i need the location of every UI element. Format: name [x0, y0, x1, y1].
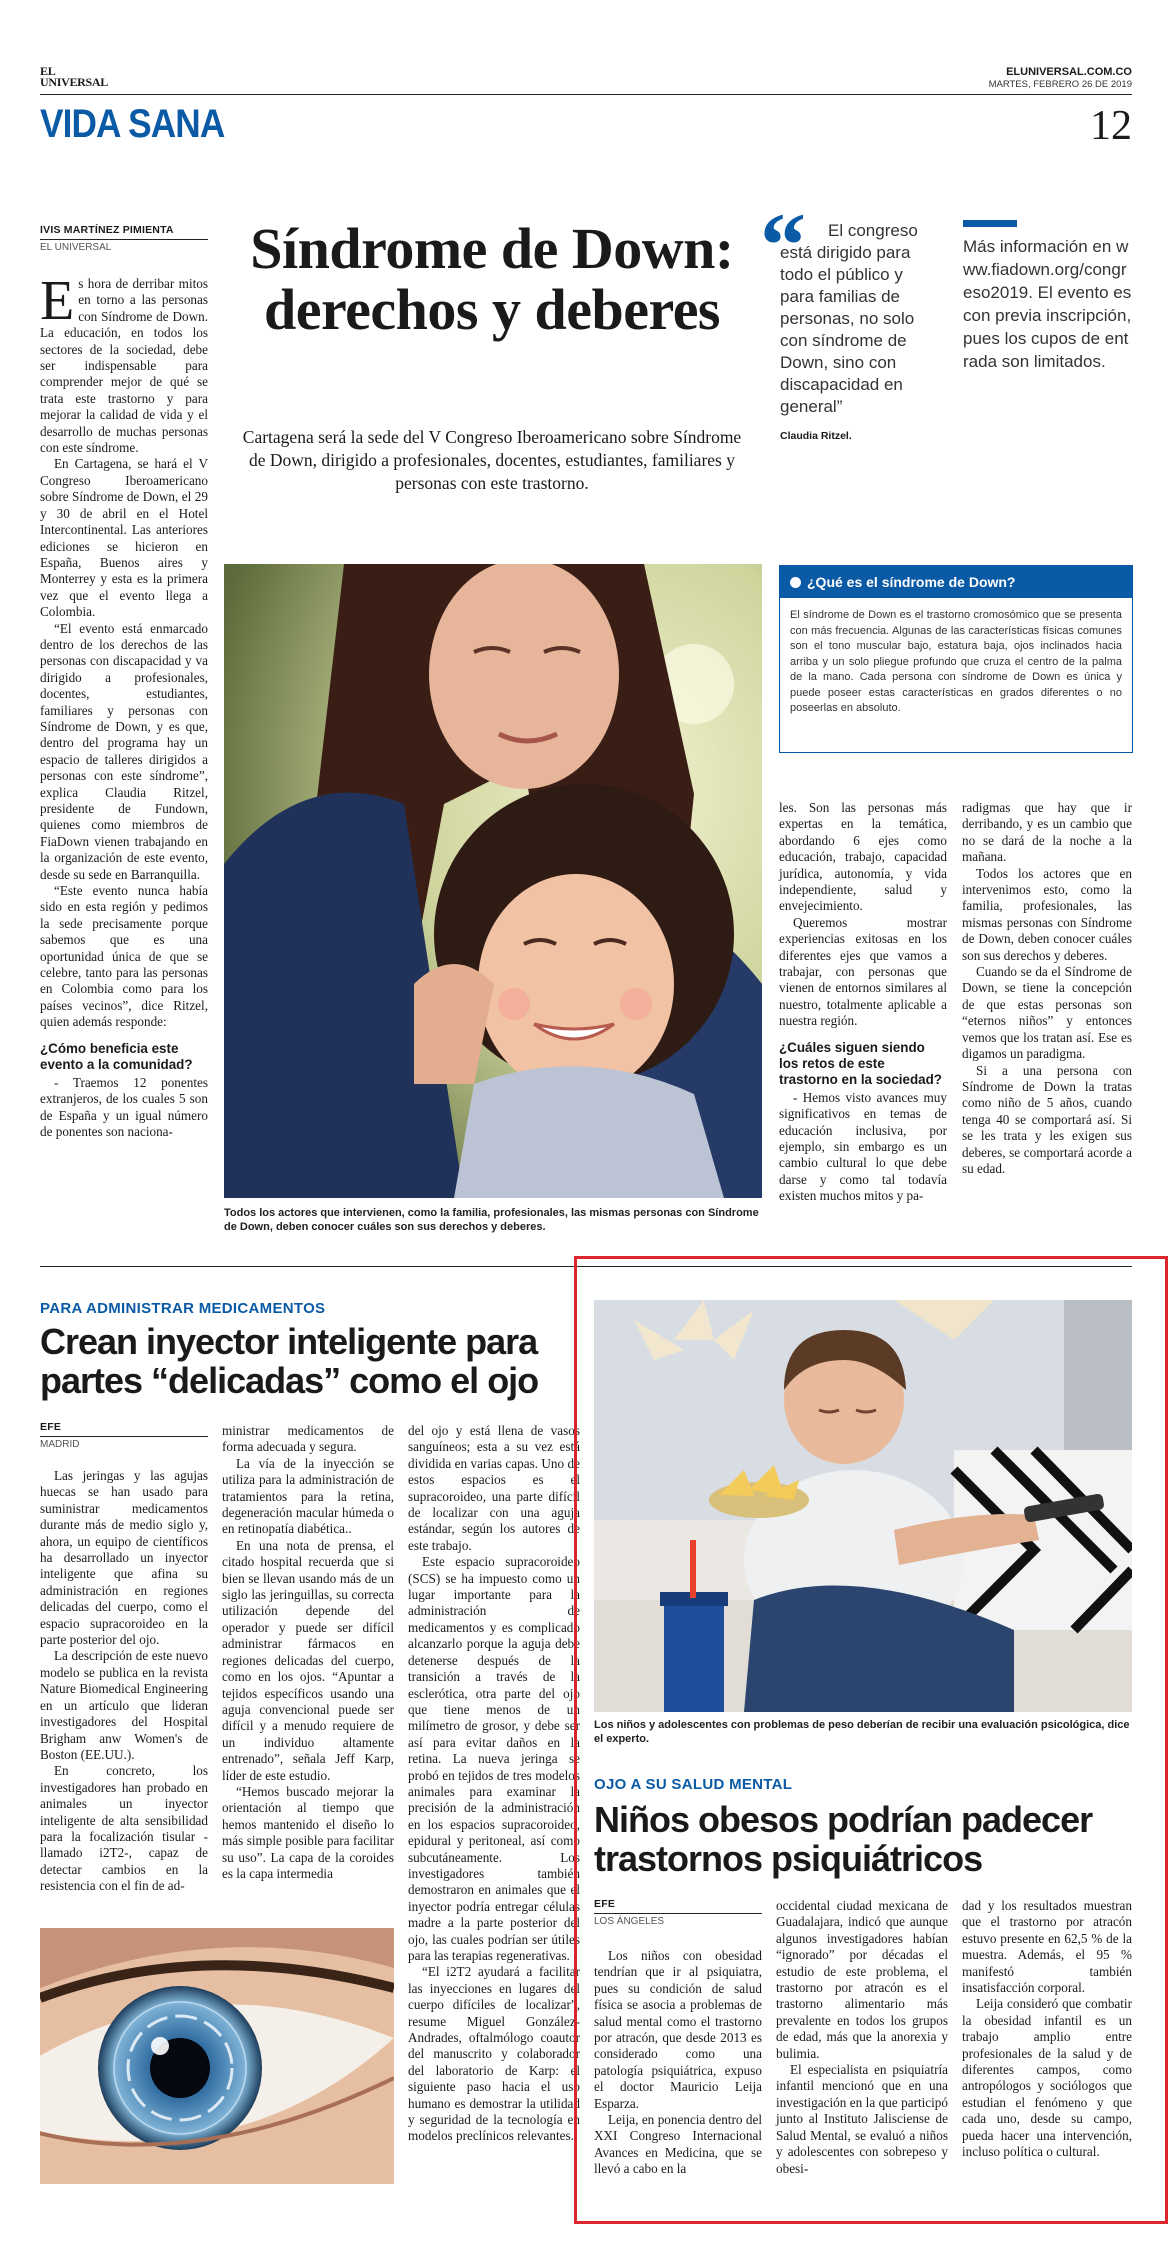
article1-column-3 [779, 800, 947, 1205]
family-photo [224, 564, 762, 1198]
author-outlet: MADRID [40, 1439, 80, 1450]
article1-headline: Síndrome de Down: derechos y deberes [250, 216, 734, 342]
definition-box-title: ¿Qué es el síndrome de Down? [807, 574, 1016, 590]
paragraph: - Hemos visto avances muy significativos en temas de educación inclusiva, por ejemplo, sin embargo es un cambio cultural lo que debe darse y como tal todavía existen muchos mitos y pa- [779, 1089, 947, 1204]
paragraph: Todos los actores que en intervenimos esto, como la familia, profesionales, las mismas personas con Síndrome de Down, deben conocer cuáles son sus derechos y deberes. [962, 865, 1132, 963]
paragraph: El especialista en psiquiatría infantil mencionó que en una investigación en la que participó junto al Instituto Jalisciense de Salud Mental, se evaluó a niños y adolescentes con sobrepeso y obesi- [776, 2062, 948, 2176]
paragraph: “El evento está enmarcado dentro de los derechos de las personas con discapacidad y va dirigido a profesionales, docentes, estudiantes, familiares y personas con Síndrome de Down, y es que, dentro del programa hay un espacio de talleres dirigidos a personas con este síndrome”, explica Claudia Ritzel, presidente de Fundown, quienes como miembros de FiaDown vienen trabajando en la organización de este evento, desde su sede en Barranquilla. [40, 620, 208, 882]
article2-column-2 [222, 1423, 394, 1882]
interview-question: ¿Cuáles siguen siendo los retos de este trastorno en la sociedad? [779, 1039, 942, 1087]
paragraph: s hora de derribar mitos en torno a las personas con Síndrome de Down. La educación, en todos los sectores de la sociedad, debe ser indispensable para comprender mejor de qué se trata este trastorno y para mejorar la calidad de vida y el desarrollo de muchas personas con este síndrome. [40, 276, 208, 456]
eye-illustration [40, 1928, 394, 2184]
definition-box [779, 565, 1133, 753]
paragraph: Queremos mostrar experiencias exitosas en los diferentes ejes que vamos a trabajar, con personas que vienen de entornos similares al nuestro, totalmente aplicable a nuestra región. [779, 914, 947, 1029]
bullet-icon [790, 577, 801, 588]
article3-byline [594, 1898, 762, 1927]
paragraph: Cuando se da el Síndrome de Down, se tiene la concepción de que estas personas son “eternos niños” y entonces vemos que los tratan así. Ese es digamos un paradigma. [962, 964, 1132, 1062]
article2-headline: Crean inyector inteligente para partes “delicadas” como el ojo [40, 1321, 539, 1401]
quote-author: Claudia Ritzel. [780, 430, 852, 442]
masthead-logo [40, 66, 120, 88]
paragraph: La descripción de este nuevo modelo se publica en la revista Nature Biomedical Engineering en un artículo que lideran investigadores del Hospital Brigham anw Women's de Boston (EE.UU.). [40, 1648, 208, 1762]
family-photo-caption: Todos los actores que intervienen, como la familia, profesionales, las mismas personas con Síndrome de Down, deben conocer cuáles son sus derechos y deberes. [224, 1207, 759, 1233]
mother-daughter-illustration [224, 564, 762, 1198]
paragraph: Leija, en ponencia dentro del XXI Congreso Internacional Avances en Medicina, que se llevó a cabo en la [594, 2112, 762, 2177]
paragraph: Este espacio supracoroideo (SCS) se ha impuesto como un lugar importante para la administración de medicamentos y es complicado alcanzarlo porque la aguja debe detenerse después de la transición a través de la esclerótica, otra parte del ojo que tiene menos de un milímetro de grosor, y debe ser así para evitar daños en la retina. La nueva jeringa se probó en tejidos de tres modelos animales para examinar la precisión de la administración en los espacios supracoroideo, epidural y peritoneal, así como subcutáneamente. Los investigadores también demostraron en animales que el inyector podría entregar células madre a la parte posterior del ojo, las cuales podrían ser útiles para las terapias regenerativas. [408, 1554, 580, 1963]
article3-kicker: OJO A SU SALUD MENTAL [594, 1776, 793, 1793]
page-number: 12 [1090, 103, 1132, 149]
paragraph: Leija consideró que combatir la obesidad infantil es un trabajo amplio entre profesionales de la salud y de diferentes campos, como antropólogos y sociólogos que estudian el fenómeno y que cada uno, desde su campo, pueda hacer una intervención, incluso política o cultural. [962, 1996, 1132, 2160]
obese-child-illustration [594, 1300, 1132, 1712]
paragraph: Si a una persona con Síndrome de Down la tratas como niño de 5 años, cuando tenga 40 se comportará así. Si se les trata y les exigen sus deberes, se comportará acorde a su edad. [962, 1062, 1132, 1176]
author-name: EFE [594, 1898, 762, 1914]
article3-headline: Niños obesos podrían padecer trastornos psiquiátricos [594, 1799, 1093, 1879]
site-url: ELUNIVERSAL.COM.CO [1006, 66, 1132, 78]
paragraph: En concreto, los investigadores han probado en animales un inyector inteligente de alta sensibilidad para la focalización tisular -llamado i2T2-, capaz de detectar cambios en la resistencia con el fin de ad- [40, 1763, 208, 1894]
paragraph: del ojo y está llena de vasos sanguíneos; esta a su vez está dividida en varias capas. Uno de estos espacios es el supracoroideo, una parte difícil de localizar con una aguja estándar, según los autores de este trabajo. [408, 1423, 580, 1553]
author-name: EFE [40, 1421, 208, 1437]
author-name: IVIS MARTÍNEZ PIMIENTA [40, 224, 208, 240]
quote-text: El congreso está dirigido para todo el público y para familias de personas, no solo con síndrome de Down, sino con discapacidad en general” [780, 221, 918, 416]
pull-quote [780, 220, 930, 442]
paragraph: - Traemos 12 ponentes extranjeros, de los cuales 5 son de España y un igual número de ponentes son naciona- [40, 1074, 208, 1139]
paragraph: La vía de la inyección se utiliza para la administración de tratamientos para la retina, degeneración macular húmeda o en retinopatía diabética.. [222, 1455, 394, 1537]
eye-photo [40, 1928, 394, 2184]
section-name: VIDA SANA [40, 102, 225, 146]
definition-box-header [780, 566, 1132, 598]
byline [40, 224, 208, 253]
paragraph: occidental ciudad mexicana de Guadalajara, indicó que aunque algunos investigadores habían “ignorado” por décadas el estudio de este problema, el trastorno por atracón es el trastorno alimentario más prevalente en todos los grupos de edad, más que la anorexia y bulimia. [776, 1898, 948, 2061]
paragraph: les. Son las personas más expertas en la temática, abordando 6 ejes como educación, trabajo, capacidad jurídica, autonomía, y vida independiente, salud y envejecimiento. [779, 800, 947, 914]
paragraph: Las jeringas y las agujas huecas se han usado para suministrar medicamentos durante más de medio siglo y, ahora, un equipo de científicos ha desarrollado un inyector inteligente que afina su administración en regiones delicadas del cuerpo, como el espacio supracoroideo en la parte posterior del ojo. [40, 1468, 208, 1648]
more-info: Más información en www.fiadown.org/congreso2019. El evento es con previa inscripción, pues los cupos de entrada son limitados. [963, 237, 1132, 371]
child-photo [594, 1300, 1132, 1712]
paragraph: radigmas que hay que ir derribando, y es un cambio que no se dará de la noche a la mañana. [962, 800, 1132, 865]
paragraph: En una nota de prensa, el citado hospital recuerda que si bien se llevan usando más de un siglo las jeringuillas, su correcta utilización depende del operador y puede ser difícil administrar fármacos en regiones delicadas del cuerpo, como en los ojos. “Apuntar a tejidos específicos usando una aguja convencional puede ser difícil y a menudo requiere de un individuo altamente entrenado”, señala Jeff Karp, líder de este estudio. [222, 1537, 394, 1783]
article1-column-4 [962, 800, 1132, 1177]
issue-date: MARTES, FEBRERO 26 DE 2019 [988, 79, 1132, 90]
paragraph: Los niños con obesidad tendrían que ir al psiquiatra, pues su condición de salud física se asocia a problemas de salud mental como el trastorno por atracón, que desde 2013 es considerado como una patología psiquiátrica, expuso el doctor Mauricio Leija Esparza. [594, 1948, 762, 2111]
paragraph: “Este evento nunca había sido en esta región y pedimos la sede precisamente porque sabemos que es una oportunidad única de que se celebre, tanto para las personas en Colombia como para los países vecinos”, dice Ritzel, quien además responde: [40, 883, 208, 1030]
masthead-rule [40, 94, 1132, 95]
article2-kicker: PARA ADMINISTRAR MEDICAMENTOS [40, 1300, 326, 1317]
quote-mark: “ [760, 194, 806, 296]
article1-subtitle: Cartagena será la sede del V Congreso Iberoamericano sobre Síndrome de Down, dirigido a profesionales, docentes, estudiantes, familiares y personas con este trastorno. [242, 427, 742, 493]
article1-column-1 [40, 270, 208, 1140]
article3-column-3 [962, 1898, 1132, 2161]
author-outlet: EL UNIVERSAL [40, 242, 112, 253]
article3-column-1 [594, 1948, 762, 2178]
child-photo-caption: Los niños y adolescentes con problemas de peso deberían de recibir una evaluación psicológica, dice el experto. [594, 1719, 1130, 1745]
logo-text: EL UNIVERSAL [40, 64, 108, 89]
paragraph: dad y los resultados muestran que el trastorno por atracón estuvo presente en 62,5 % de la muestra. Además, el 95 % manifestó también insatisfacción corporal. [962, 1898, 1132, 1996]
article2-column-1 [40, 1468, 208, 1895]
article2-column-3 [408, 1423, 580, 2183]
paragraph: “El i2T2 ayudará a facilitar las inyecciones en lugares del cuerpo difíciles de localizar”, resume Miguel González-Andrades, oftalmólogo coautor del manuscrito y colaborador del laboratorio de Karp: el siguiente paso hacia el uso humano es demostrar la utilidad y seguridad de la tecnología en modelos preclínicos relevantes. [408, 1964, 580, 2144]
author-outlet: LOS ÁNGELES [594, 1916, 665, 1927]
paragraph: En Cartagena, se hará el V Congreso Iberoamericano sobre Síndrome de Down, el 29 y 30 de abril en el Hotel Intercontinental. Las anteriores ediciones se hicieron en España, Buenos aires y Monterrey y esta es la primera vez que el evento llega a Colombia. [40, 456, 208, 620]
article2-byline [40, 1421, 208, 1450]
paragraph: “Hemos buscado mejorar la orientación al tiempo que hemos mantenido el diseño lo más simple posible para facilitar su uso”. La capa de la coroides es la capa intermedia [222, 1783, 394, 1881]
interview-question: ¿Cómo beneficia este evento a la comunidad? [40, 1040, 193, 1072]
drop-cap: E [40, 270, 75, 332]
paragraph: ministrar medicamentos de forma adecuada y segura. [222, 1423, 394, 1455]
definition-box-text: El síndrome de Down es el trastorno cromosómico que se presenta con más frecuencia. Algunas de las características físicas comunes son el tono muscular bajo, estatura baja, ojos inclinados hacia arriba y un solo pliegue profundo que cruza el centro de la palma de la mano. Cada persona con síndrome de Down es única y puede poseer estas características en grados diferentes o no poseerlas en absoluto. [790, 609, 1122, 714]
info-rule [963, 220, 1017, 227]
article3-column-2 [776, 1898, 948, 2177]
